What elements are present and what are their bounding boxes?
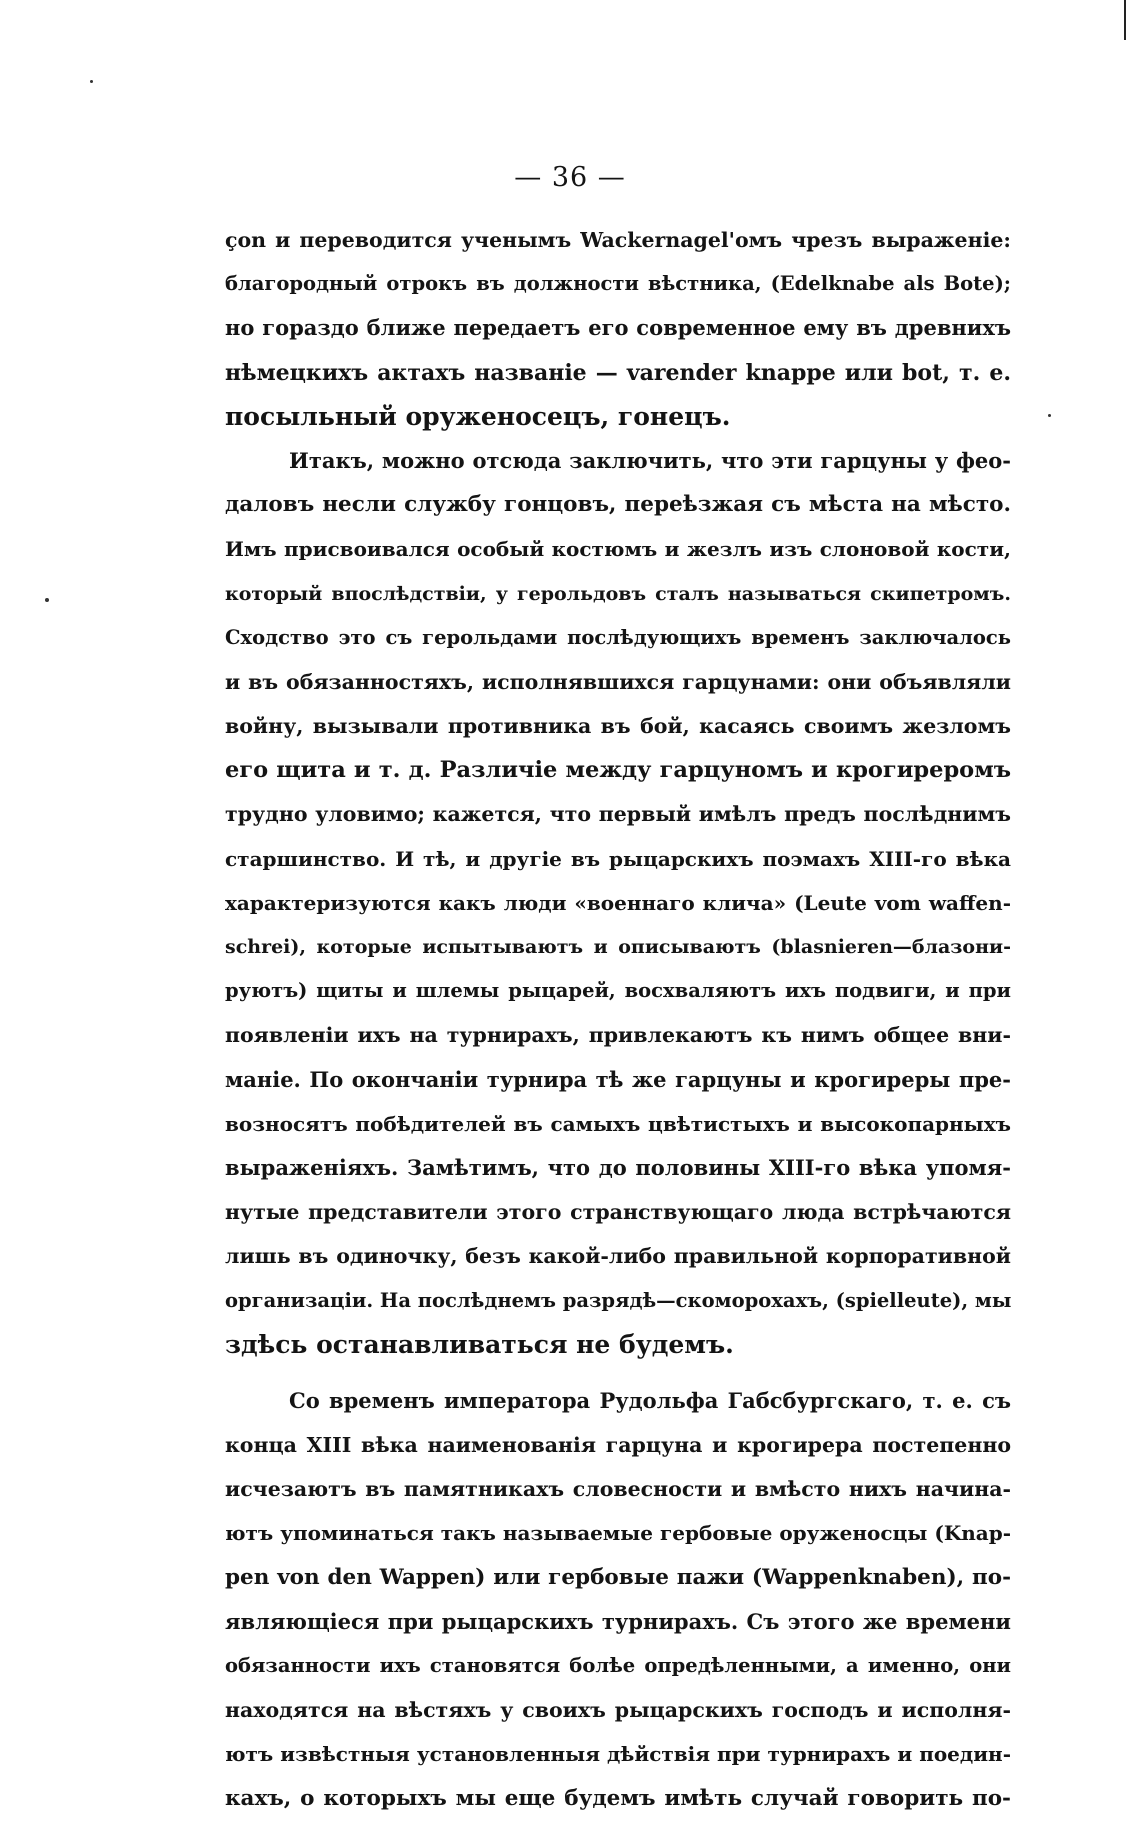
text-line: руютъ) щиты и шлемы рыцарей, восхваляютъ ихъ подвиги, и при <box>225 979 1011 1003</box>
text-line: даловъ несли службу гонцовъ, переѣзжая съ мѣста на мѣсто. <box>225 492 1011 518</box>
text-line: çon и переводится ученымъ Wackernagel'омъ чрезъ выраженіе: <box>225 228 1011 252</box>
scan-speck <box>90 80 93 83</box>
text-line: характеризуются какъ люди «военнаго клича» (Leute vom waffen- <box>225 890 1011 915</box>
text-line: Сходство это съ герольдами послѣдующихъ временъ заключалось <box>225 625 1011 649</box>
text-line: и въ обязанностяхъ, исполнявшихся гарцунами: они объявляли <box>225 669 1011 694</box>
text-line: возносятъ побѣдителей въ самыхъ цвѣтистыхъ и высокопарныхъ <box>225 1111 1011 1136</box>
body-text <box>225 218 1011 1821</box>
text-line: благородный отрокъ въ должности вѣстника, (Edelknabe als Bote); <box>225 272 1011 296</box>
paragraph <box>225 439 1011 1367</box>
text-line: Итакъ, можно отсюда заключить, что эти гарцуны у фео- <box>289 447 1011 473</box>
text-line: здѣсь останавливаться не будемъ. <box>225 1329 734 1359</box>
text-line: являющіеся при рыцарскихъ турнирахъ. Съ этого же времени <box>225 1608 1011 1634</box>
paragraph-gap <box>225 1367 1011 1379</box>
text-line: конца XIII вѣка наименованія гарцуна и крогирера постепенно <box>225 1433 1011 1458</box>
text-line: трудно уловимо; кажется, что первый имѣлъ предъ послѣднимъ <box>225 802 1011 827</box>
text-line: выраженіяхъ. Замѣтимъ, что до половины XIII-го вѣка упомя- <box>225 1154 1011 1180</box>
text-line: pen von den Wappen) или гербовые пажи (Wappenknaben), по- <box>225 1564 1011 1590</box>
text-line: появленіи ихъ на турнирахъ, привлекаютъ къ нимъ общее вни- <box>225 1023 1011 1048</box>
text-line: его щита и т. д. Различіе между гарцуномъ и крогиреромъ <box>225 757 1011 784</box>
scan-speck <box>45 598 49 602</box>
text-line: лишь въ одиночку, безъ какой-либо правильной корпоративной <box>225 1244 1011 1269</box>
text-line: ютъ извѣстныя установленныя дѣйствія при турнирахъ и поедин- <box>225 1742 1011 1767</box>
text-line: кахъ, о которыхъ мы еще будемъ имѣть случай говорить по- <box>225 1785 1011 1811</box>
text-line: нѣмецкихъ актахъ названіе — varender knappe или bot, т. е. <box>225 359 1011 386</box>
text-line: ютъ упоминаться такъ называемые гербовые оруженосцы (Knap- <box>225 1521 1011 1546</box>
text-line: но гораздо ближе передаетъ его современное ему въ древнихъ <box>225 315 1011 341</box>
text-line: организаціи. На послѣднемъ разрядѣ—скоморохахъ, (spielleute), мы <box>225 1288 1011 1312</box>
text-line: Имъ присвоивался особый костюмъ и жезлъ изъ слоновой кости, <box>225 537 1011 562</box>
text-line: находятся на вѣстяхъ у своихъ рыцарскихъ господъ и исполня- <box>225 1698 1011 1723</box>
text-line: нутые представители этого странствующаго люда встрѣчаются <box>225 1200 1011 1225</box>
paragraph <box>225 1379 1011 1821</box>
text-line: старшинство. И тѣ, и другіе въ рыцарскихъ поэмахъ XIII-го вѣка <box>225 846 1011 871</box>
page-number: — 36 — <box>514 162 626 193</box>
text-line: маніе. По окончаніи турнира тѣ же гарцуны и крогиреры пре- <box>225 1066 1011 1092</box>
text-line: войну, вызывали противника въ бой, касаясь своимъ жезломъ <box>225 714 1011 739</box>
text-line: посыльный оруженосецъ, гонецъ. <box>225 401 731 431</box>
text-line: Со временъ императора Рудольфа Габсбургскаго, т. е. съ <box>289 1387 1011 1413</box>
scan-speck <box>1048 414 1051 417</box>
text-line: который впослѣдствіи, у герольдовъ сталъ называться скипетромъ. <box>225 582 1011 605</box>
text-line: обязанности ихъ становятся болѣе опредѣленными, а именно, они <box>225 1654 1011 1677</box>
text-line: schrei), которые испытываютъ и описываютъ (blasnieren—блазони- <box>225 936 1011 958</box>
paragraph <box>225 218 1011 439</box>
text-line: исчезаютъ въ памятникахъ словесности и вмѣсто нихъ начина- <box>225 1477 1011 1502</box>
scan-edge-line <box>1124 0 1126 40</box>
